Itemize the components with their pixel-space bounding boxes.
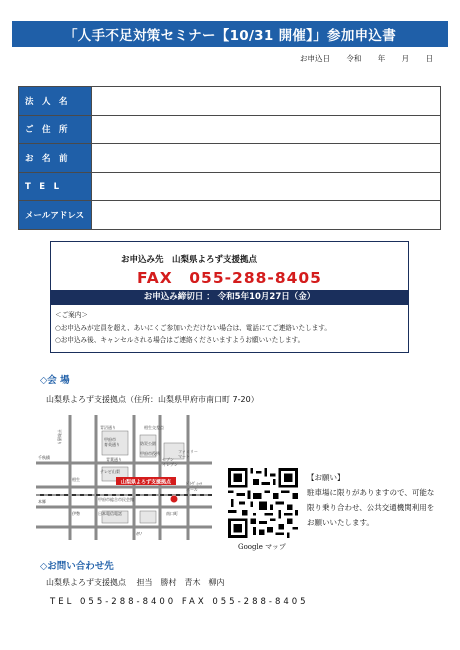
venue-map: [36, 415, 212, 540]
application-date: [300, 53, 447, 64]
map-place-label: 本郷: [38, 499, 46, 504]
guidance-notes: [55, 309, 331, 347]
map-street-label: 青葉通り: [106, 457, 122, 462]
deadline-banner: お申込み締切日 ： 令和5年10月27日（金）: [51, 290, 408, 305]
map-place-label: ｵｻﾉ: [136, 531, 142, 536]
tel-label: T E L: [19, 172, 92, 201]
form-row-email: [19, 201, 441, 230]
contact-name: 山梨県よろず支援拠点 担当 勝村 青木 柳内: [46, 578, 225, 587]
map-street-label: 青沼通り: [100, 425, 116, 430]
day-label: 日: [425, 54, 434, 63]
map-place-label: セブン: [162, 457, 174, 462]
email-label: メールアドレス: [19, 201, 92, 230]
google-map-qr-code[interactable]: [228, 468, 298, 538]
map-place-label: 甲府市総合市民会館: [98, 497, 134, 502]
tel-field[interactable]: [92, 172, 441, 201]
notice-body: 駐車場に限りがありますので、可能な限り乗り合わせ、公共交通機関利用をお願いいたします。: [307, 488, 435, 527]
map-place-label: 伊勢: [72, 511, 80, 516]
date-label: お申込日: [300, 54, 330, 63]
note-cancellation: ○お申込み後、キャンセルされる場合はご連絡くださいますようお願いいたします。: [55, 336, 305, 344]
qr-caption: Google マップ: [238, 543, 286, 551]
form-row-name: [19, 144, 441, 173]
company-name-field[interactable]: [92, 87, 441, 116]
email-field[interactable]: [92, 201, 441, 230]
name-field[interactable]: [92, 144, 441, 173]
address-label: ご 住 所: [19, 115, 92, 144]
notice-title: 【お願い】: [307, 473, 345, 482]
month-label: 月: [401, 54, 410, 63]
parking-notice: [307, 470, 440, 530]
venue-heading: ◇会 場: [40, 375, 70, 386]
notes-title: ＜ご案内＞: [55, 311, 88, 319]
map-place-label: 甲府市: [104, 437, 116, 442]
map-target-pin: [171, 496, 178, 503]
map-place-label: 相生: [72, 477, 80, 482]
contact-heading: ◇お問い合わせ先: [40, 561, 114, 572]
application-info-box: [50, 241, 409, 353]
company-name-label: 法 人 名: [19, 87, 92, 116]
contact-phone-fax: TEL 055-288-8400 FAX 055-288-8405: [50, 597, 309, 607]
map-place-label: テレビ山梨: [100, 469, 120, 474]
name-label: お 名 前: [19, 144, 92, 173]
form-row-company: [19, 87, 441, 116]
form-title: 「人手不足対策セミナー【10/31 開催】」参加申込書: [12, 21, 448, 47]
map-place-label: イレブン: [162, 462, 178, 467]
era-label: 令和: [346, 54, 362, 63]
map-place-label: 防災公園: [140, 441, 156, 446]
venue-address: 山梨県よろず支援拠点（住所：山梨県甲府市南口町 7-20）: [46, 395, 259, 404]
map-place-label: 育英通り: [104, 442, 120, 447]
application-form-table: [18, 86, 441, 230]
map-target-label: 山梨県よろず支援拠点: [120, 479, 172, 486]
map-place-label: 南口町: [166, 511, 178, 516]
map-place-label: ﾄﾞﾄｳﾞｨｯﾗ: [186, 481, 202, 486]
map-place-label: 甲府市役所: [140, 451, 160, 456]
map-place-label: マート: [178, 454, 190, 459]
map-place-label: ホール: [186, 487, 198, 492]
fax-number: FAX 055-288-8405: [137, 269, 322, 287]
note-capacity: ○お申込みが定員を超え、あいにくご参加いただけない場合は、電話にてご連絡いたします。: [55, 323, 331, 332]
apply-destination: お申込み先 山梨県よろず支援拠点: [121, 255, 258, 265]
map-street-label: 平和通り: [57, 429, 62, 445]
address-field[interactable]: [92, 115, 441, 144]
form-row-address: [19, 115, 441, 144]
map-place-label: 相生交差点: [144, 425, 164, 430]
map-place-label: 日本電信電話: [98, 511, 122, 516]
map-place-label: ファミリー: [178, 449, 198, 454]
form-row-tel: [19, 172, 441, 201]
map-place-label: 千秋橋: [38, 455, 50, 460]
year-label: 年: [377, 54, 386, 63]
